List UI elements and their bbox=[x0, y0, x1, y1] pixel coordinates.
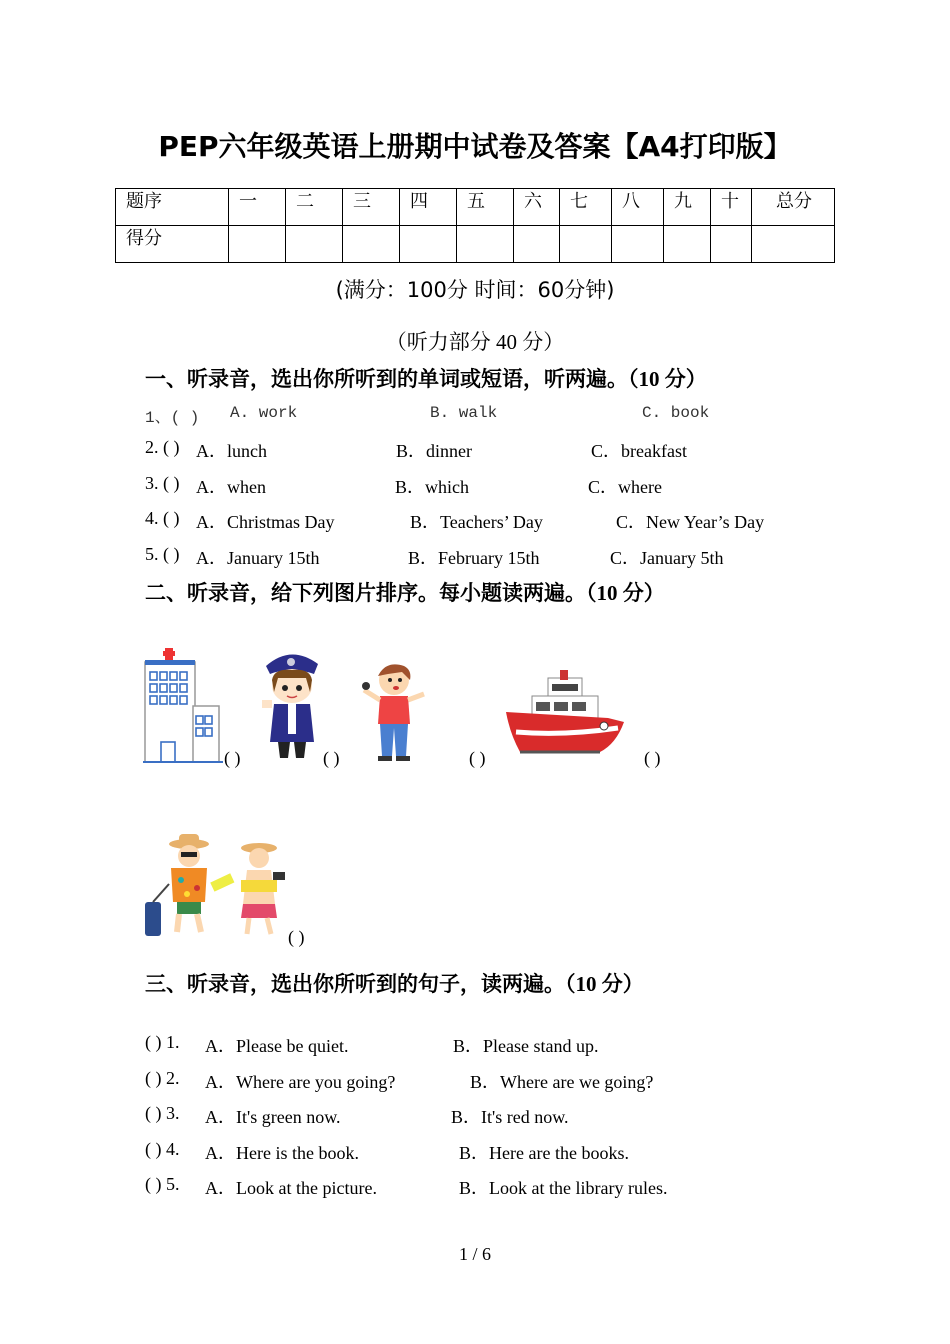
q2-option-a: A．lunch bbox=[196, 441, 267, 461]
score-cell: 六 bbox=[514, 189, 560, 226]
score-input-cell[interactable] bbox=[711, 226, 752, 263]
q2-option-c: C．breakfast bbox=[591, 441, 687, 461]
score-input-cell[interactable] bbox=[514, 226, 560, 263]
s3-q1-option-b: B．Please stand up. bbox=[453, 1036, 599, 1056]
score-cell: 二 bbox=[286, 189, 343, 226]
q3-option-b: B．which bbox=[395, 477, 469, 497]
score-cell: 五 bbox=[457, 189, 514, 226]
picture3-answer-blank[interactable]: ( ) bbox=[469, 748, 486, 768]
q4-option-b: B．Teachers’ Day bbox=[410, 512, 543, 532]
ship-icon bbox=[504, 668, 628, 764]
s3-q4-number[interactable]: ( ) 4. bbox=[145, 1139, 180, 1159]
q2-option-b: B．dinner bbox=[396, 441, 472, 461]
page-number: 1 / 6 bbox=[458, 1244, 491, 1264]
picture4-answer-blank[interactable]: ( ) bbox=[644, 748, 661, 768]
picture1-answer-blank[interactable]: ( ) bbox=[224, 748, 241, 768]
section3-heading: 三、听录音，选出你所听到的句子，读两遍。（10 分） bbox=[145, 972, 644, 996]
q1-number[interactable]: 1、( ) bbox=[145, 409, 200, 427]
score-cell: 得分 bbox=[116, 226, 229, 263]
q5-option-b: B．February 15th bbox=[408, 548, 540, 568]
q4-option-c: C．New Year’s Day bbox=[616, 512, 765, 532]
s3-q2-option-a: A．Where are you going? bbox=[205, 1072, 396, 1092]
s3-q3-option-b: B．It's red now. bbox=[451, 1107, 569, 1127]
s3-q4-option-b: B．Here are the books. bbox=[459, 1143, 629, 1163]
q5-option-c: C．January 5th bbox=[610, 548, 724, 568]
score-input-cell[interactable] bbox=[752, 226, 835, 263]
score-cell: 九 bbox=[664, 189, 711, 226]
s3-q1-number[interactable]: ( ) 1. bbox=[145, 1032, 180, 1052]
score-input-cell[interactable] bbox=[457, 226, 514, 263]
s3-q4-option-a: A．Here is the book. bbox=[205, 1143, 359, 1163]
score-table-score-row bbox=[116, 226, 835, 263]
s3-q1-option-a: A．Please be quiet. bbox=[205, 1036, 349, 1056]
s3-q5-number[interactable]: ( ) 5. bbox=[145, 1174, 180, 1194]
listening-part-label: （听力部分 40 分） bbox=[385, 330, 565, 354]
section2-heading: 二、听录音，给下列图片排序。每小题读两遍。（10 分） bbox=[145, 581, 665, 605]
singing-boy-icon bbox=[358, 658, 430, 764]
s3-q3-number[interactable]: ( ) 3. bbox=[145, 1103, 180, 1123]
q5-number[interactable]: 5. ( ) bbox=[145, 544, 180, 564]
q5-option-a: A．January 15th bbox=[196, 548, 320, 568]
tourists-icon bbox=[141, 832, 291, 942]
section1-heading: 一、听录音，选出你所听到的单词或短语，听两遍。（10 分） bbox=[145, 367, 707, 391]
picture2-answer-blank[interactable]: ( ) bbox=[323, 748, 340, 768]
q1-option-a: A. work bbox=[230, 404, 298, 422]
score-cell: 总分 bbox=[752, 189, 835, 226]
police-officer-icon bbox=[258, 646, 324, 764]
q3-number[interactable]: 3. ( ) bbox=[145, 473, 180, 493]
q3-option-a: A．when bbox=[196, 477, 266, 497]
score-input-cell[interactable] bbox=[229, 226, 286, 263]
s3-q5-option-b: B．Look at the library rules. bbox=[459, 1178, 668, 1198]
score-input-cell[interactable] bbox=[286, 226, 343, 263]
score-cell: 七 bbox=[560, 189, 612, 226]
score-input-cell[interactable] bbox=[664, 226, 711, 263]
hospital-icon bbox=[143, 646, 223, 764]
score-cell: 四 bbox=[400, 189, 457, 226]
q2-number[interactable]: 2. ( ) bbox=[145, 437, 180, 457]
q3-option-c: C．where bbox=[588, 477, 662, 497]
score-input-cell[interactable] bbox=[400, 226, 457, 263]
score-input-cell[interactable] bbox=[612, 226, 664, 263]
score-cell: 一 bbox=[229, 189, 286, 226]
score-table bbox=[115, 188, 835, 263]
score-cell: 八 bbox=[612, 189, 664, 226]
picture5-answer-blank[interactable]: ( ) bbox=[288, 927, 305, 947]
q1-option-b: B. walk bbox=[430, 404, 498, 422]
score-cell: 十 bbox=[711, 189, 752, 226]
s3-q2-number[interactable]: ( ) 2. bbox=[145, 1068, 180, 1088]
score-table-header-row bbox=[116, 189, 835, 226]
score-cell: 题序 bbox=[116, 189, 229, 226]
score-cell: 三 bbox=[343, 189, 400, 226]
page-title: PEP六年级英语上册期中试卷及答案【A4打印版】 bbox=[158, 130, 792, 163]
score-input-cell[interactable] bbox=[343, 226, 400, 263]
q4-number[interactable]: 4. ( ) bbox=[145, 508, 180, 528]
q1-option-c: C. book bbox=[642, 404, 710, 422]
s3-q5-option-a: A．Look at the picture. bbox=[205, 1178, 377, 1198]
s3-q3-option-a: A．It's green now. bbox=[205, 1107, 341, 1127]
q4-option-a: A．Christmas Day bbox=[196, 512, 335, 532]
s3-q2-option-b: B．Where are we going? bbox=[470, 1072, 654, 1092]
score-input-cell[interactable] bbox=[560, 226, 612, 263]
exam-info: (满分：100分 时间：60分钟) bbox=[335, 278, 615, 302]
